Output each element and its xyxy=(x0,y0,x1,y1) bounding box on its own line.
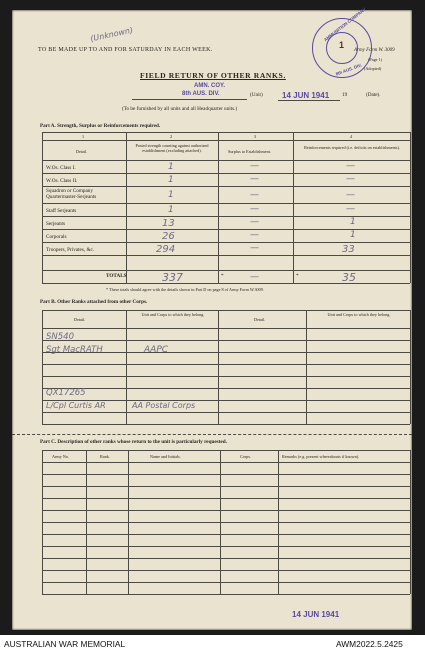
totals-label: TOTALS xyxy=(106,273,127,279)
bottom-date-stamp: 14 JUN 1941 xyxy=(292,610,340,619)
company-seal-stamp xyxy=(312,6,372,78)
surplus-value: — xyxy=(250,217,259,227)
asterisk: * xyxy=(296,273,299,279)
row-detail: Staff Serjeants xyxy=(46,208,77,214)
totals-footnote: * These totals should agree with the details shown in Part D on page 8 of Army Form W.3009. xyxy=(106,287,264,292)
row-detail: Serjeants xyxy=(46,221,66,227)
col-header-remarks: Remarks (e.g. present whereabouts if known). xyxy=(282,454,360,459)
unit-stamp-line1: AMN. COY. xyxy=(194,83,226,89)
page-note: (Page 1) xyxy=(368,57,383,62)
date-label: (Date). xyxy=(366,92,381,98)
posted-value: 1 xyxy=(168,175,174,185)
posted-value: 1 xyxy=(168,162,174,172)
footer-catalog-id: AWM2022.5.2425 xyxy=(336,639,403,649)
col-header-posted: Posted strength counting against authorized establishment (excluding attached). xyxy=(135,143,209,153)
col-header-army-no: Army No. xyxy=(52,454,69,459)
col-number-1: 1 xyxy=(82,134,85,139)
document-page xyxy=(12,6,412,630)
col-header-detail: Detail. xyxy=(76,149,88,154)
part-b-heading: Part B. Other Ranks attached from other Corps. xyxy=(40,299,148,305)
form-subtitle: (To be furnished by all units and all Headquarter units.) xyxy=(122,106,238,112)
row-detail: Squadron or Company Quartermaster-Serjeants xyxy=(46,188,97,200)
posted-value: 1 xyxy=(168,190,174,200)
asterisk: * xyxy=(221,273,224,279)
reinforcement-value: — xyxy=(346,174,355,184)
col-header-detail: Detail. xyxy=(74,317,86,322)
row-detail: Corporals xyxy=(46,234,67,240)
row-detail: W.Os. Class I. xyxy=(46,165,76,171)
posted-value: 294 xyxy=(156,244,176,255)
part-a-heading: Part A. Strength, Surplus or Reinforcements required. xyxy=(40,123,161,129)
seal-top-text: AMMUNITION COMPANY xyxy=(322,6,367,43)
attached-name: Sgt MacRATH xyxy=(46,345,103,355)
col-header-surplus: Surplus to Establishment. xyxy=(228,149,271,154)
part-c-heading: Part C. Description of other ranks whose return to the unit is particularly requested. xyxy=(40,439,227,445)
form-number: Army Form W. 3009 xyxy=(354,48,395,53)
unit-label: (Unit) xyxy=(250,92,263,98)
row-detail: W.Os. Class II. xyxy=(46,178,78,184)
seal-bottom-text: 8th AUS. DIV. xyxy=(334,62,363,77)
handwritten-note: (Unknown) xyxy=(89,25,134,44)
col-header-corps: Corps. xyxy=(240,454,252,459)
perforation-line xyxy=(12,434,412,435)
reinforcement-value: — xyxy=(346,190,355,200)
col-number-2: 2 xyxy=(170,134,173,139)
surplus-value: — xyxy=(250,190,259,200)
col-header-detail: Detail. xyxy=(254,317,266,322)
posted-value: 13 xyxy=(162,218,175,229)
year-prefix: 19 xyxy=(342,92,348,98)
instruction-text: TO BE MADE UP TO AND FOR SATURDAY IN EACH WEEK. xyxy=(38,47,213,53)
attached-corps: AA Postal Corps xyxy=(132,401,196,410)
surplus-value: — xyxy=(250,243,259,253)
reinforcement-value: 33 xyxy=(342,244,355,255)
attached-name: L/Cpl Curtis AR xyxy=(46,401,106,410)
reinforcement-value: 1 xyxy=(350,230,356,240)
archive-footer xyxy=(0,635,425,653)
col-number-3: 3 xyxy=(254,134,257,139)
attached-army-number: QX17265 xyxy=(46,388,86,398)
attached-corps: AAPC xyxy=(144,345,169,355)
unit-stamp-line2: 8th AUS. DIV. xyxy=(182,91,220,97)
reinforcement-value: 1 xyxy=(350,217,356,227)
adopted-note: (Adopted) xyxy=(364,66,382,71)
form-title: FIELD RETURN OF OTHER RANKS. xyxy=(140,71,286,80)
attached-army-number: SN540 xyxy=(46,332,74,342)
footer-institution: AUSTRALIAN WAR MEMORIAL xyxy=(4,639,126,649)
surplus-value: — xyxy=(250,174,259,184)
col-header-unit-corps: Unit and Corps to which they belong. xyxy=(141,312,205,317)
total-surplus: — xyxy=(250,272,259,282)
posted-value: 26 xyxy=(162,231,175,242)
reinforcement-value: — xyxy=(346,161,355,171)
surplus-value: — xyxy=(250,161,259,171)
reinforcement-value: — xyxy=(346,204,355,214)
col-header-name: Name and Initials. xyxy=(150,454,181,459)
surplus-value: — xyxy=(250,204,259,214)
surplus-value: — xyxy=(250,230,259,240)
col-header-rank: Rank. xyxy=(100,454,110,459)
row-detail: Troopers, Privates, &c. xyxy=(46,247,95,253)
total-posted: 337 xyxy=(162,271,183,284)
date-stamp: 14 JUN 1941 xyxy=(282,91,330,100)
col-header-unit-corps: Unit and Corps to which they belong. xyxy=(327,312,391,317)
total-reinforcements: 35 xyxy=(342,271,356,284)
col-number-4: 4 xyxy=(350,134,353,139)
seal-number: 1 xyxy=(339,40,345,50)
posted-value: 1 xyxy=(168,205,174,215)
col-header-reinforcements: Reinforcements required (i.e. deficits on establishments). xyxy=(304,145,400,150)
